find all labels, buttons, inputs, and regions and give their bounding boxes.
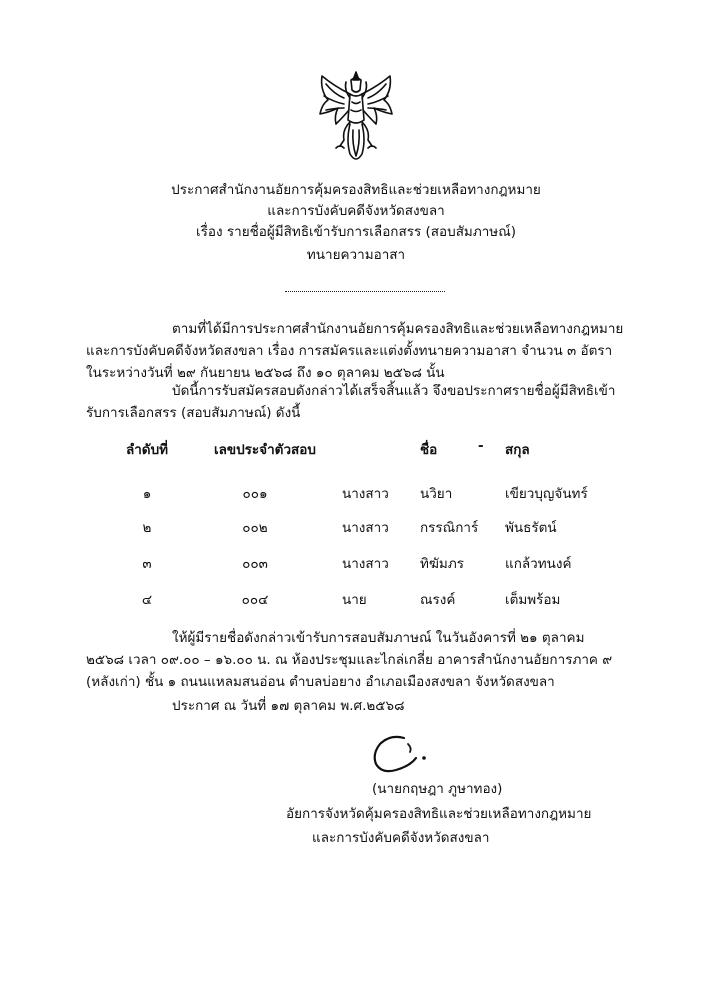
row-prefix: นางสาว xyxy=(342,486,389,502)
header-first-name: ชื่อ xyxy=(420,442,438,458)
garuda-emblem-icon xyxy=(316,68,396,168)
row-last-name: เต็มพร้อม xyxy=(505,592,561,608)
table-row xyxy=(0,482,712,502)
row-order: ๔ xyxy=(141,592,153,608)
signature-icon xyxy=(368,730,432,776)
row-order: ๑ xyxy=(142,486,152,502)
table-row xyxy=(0,552,712,572)
announcement-title: ประกาศสำนักงานอัยการคุ้มครองสิทธิและช่วยเหลือทางกฎหมาย xyxy=(171,182,541,198)
row-first-name: ทิฆัมภร xyxy=(420,556,464,572)
row-exam-id: ๐๐๓ xyxy=(242,556,268,572)
announcement-date: ประกาศ ณ วันที่ ๑๗ ตุลาคม พ.ศ.๒๕๖๘ xyxy=(172,698,405,714)
row-prefix: นางสาว xyxy=(342,520,389,536)
body-paragraph-2: บัดนี้การรับสมัครสอบดังกล่าวได้เสร็จสิ้นแล้ว จึงขอประกาศรายชื่อผู้มีสิทธิเข้ารับการเลือกสรร (สอบสัมภาษณ์) ดังนี้ xyxy=(86,383,616,421)
row-first-name: ณรงค์ xyxy=(420,592,456,608)
table-header-row xyxy=(0,438,712,458)
header-last-name: สกุล xyxy=(505,442,530,458)
announcement-subject-line2: ทนายความอาสา xyxy=(306,247,406,263)
row-prefix: นาย xyxy=(342,592,367,608)
signatory-name: (นายกฤษฎา ภูษาทอง) xyxy=(372,781,503,797)
body-paragraph-3: ให้ผู้มีรายชื่อดังกล่าวเข้ารับการสอบสัมภาษณ์ ในวันอังคารที่ ๒๑ ตุลาคม ๒๕๖๘ เวลา ๐๙.๐๐ – ๑๖.๐๐ น. ณ ห้องประชุมและไกล่เกลี่ย อาคารสำนักงานอัยการภาค ๙ (หลังเก่า) ชั้น ๑ ถนนแหลมสนอ่อน ตำบลบ่อยาง อำเภอเมืองสงขลา จังหวัดสงขลา xyxy=(86,630,613,690)
row-last-name: เขียวบุญจันทร์ xyxy=(505,486,588,502)
row-exam-id: ๐๐๑ xyxy=(242,486,268,502)
header-separator: - xyxy=(478,438,484,454)
table-row xyxy=(0,516,712,536)
row-order: ๒ xyxy=(142,520,152,536)
row-first-name: กรรณิการ์ xyxy=(420,520,479,536)
header-exam-id: เลขประจำตัวสอบ xyxy=(214,442,316,458)
row-last-name: พันธรัตน์ xyxy=(505,520,557,536)
announcement-title-line2: และการบังคับคดีจังหวัดสงขลา xyxy=(267,203,445,219)
dotted-divider xyxy=(285,291,445,292)
table-row xyxy=(0,588,712,608)
signatory-title-line2: และการบังคับคดีจังหวัดสงขลา xyxy=(312,830,490,846)
signatory-title: อัยการจังหวัดคุ้มครองสิทธิและช่วยเหลือทางกฎหมาย xyxy=(286,806,592,822)
row-exam-id: ๐๐๔ xyxy=(241,592,269,608)
row-first-name: นวิยา xyxy=(420,486,453,502)
row-exam-id: ๐๐๒ xyxy=(242,520,268,536)
row-prefix: นางสาว xyxy=(342,556,389,572)
row-last-name: แกล้วทนงค์ xyxy=(505,556,572,572)
header-order: ลำดับที่ xyxy=(125,442,169,458)
announcement-subject: เรื่อง รายชื่อผู้มีสิทธิเข้ารับการเลือกสรร (สอบสัมภาษณ์) xyxy=(196,224,516,240)
body-paragraph-1: ตามที่ได้มีการประกาศสำนักงานอัยการคุ้มครองสิทธิและช่วยเหลือทางกฎหมายและการบังคับคดีจังหวัดสงขลา เรื่อง การสมัครและแต่งตั้งทนายความอาสา จำนวน ๓ อัตรา ในระหว่างวันที่ ๒๙ กันยายน ๒๕๖๘ ถึง ๑๐ ตุลาคม ๒๕๖๘ นั้น xyxy=(86,321,624,381)
row-order: ๓ xyxy=(142,556,152,572)
